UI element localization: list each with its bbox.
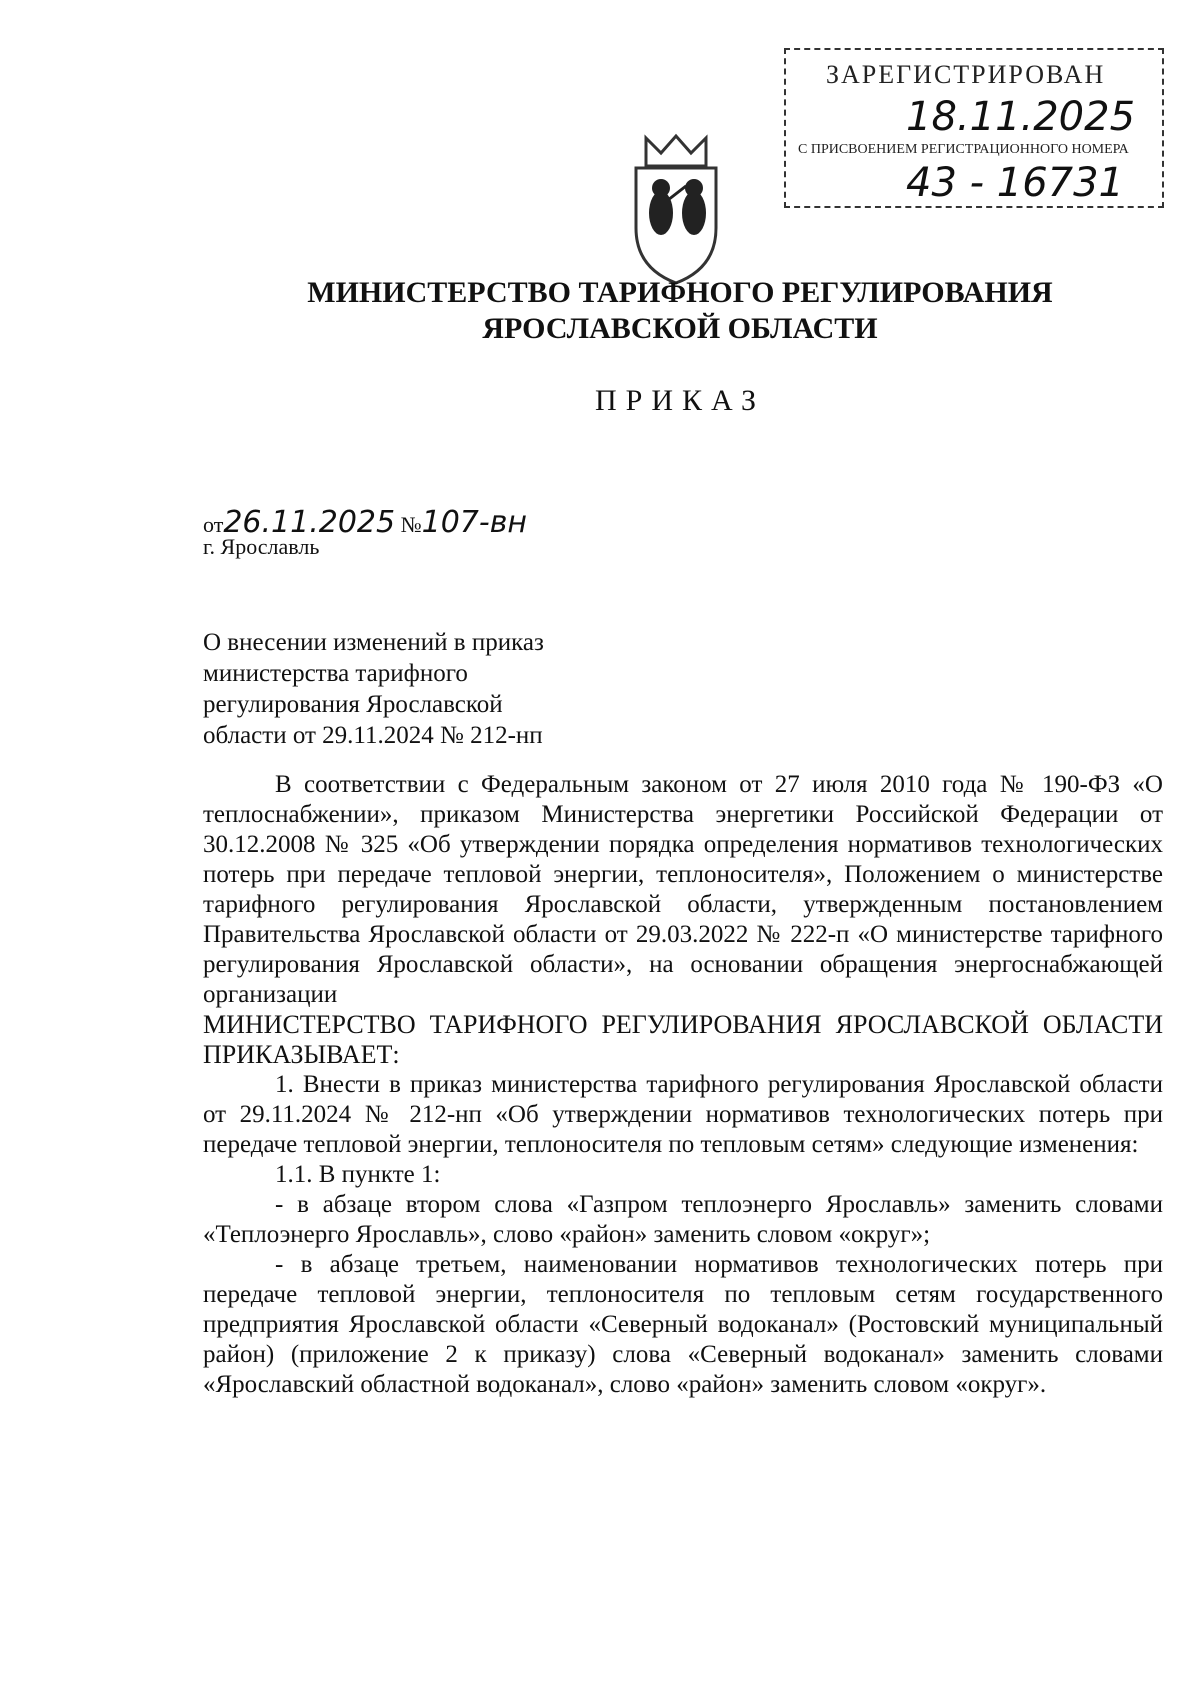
item-paragraph: 1.1. В пункте 1: [275,1161,441,1188]
number-label: № [400,512,422,537]
subject-line: области от 29.11.2024 № 212-нп [203,722,543,749]
order-body [203,770,1163,1400]
date-from-label: от [203,512,224,537]
order-subject [203,627,544,751]
registration-stamp [784,48,1164,208]
stamp-registered-label: ЗАРЕГИСТРИРОВАН [826,60,1106,89]
preamble-paragraph: В соответствии с Федеральным законом от 27 июля 2010 года № 190-ФЗ «О теплоснабжении», приказом Министерства энергетики Российской Федерации от 30.12.2008 № 325 «Об утверждении порядка определения нормативов технологических потерь при передаче тепловой энергии, теплоносителя», Положением о министерстве тарифного регулирования Ярославской области, утвержденным постановлением Правительства Ярославской области от 29.03.2022 № 222-п «О министерстве тарифного регулирования Ярославской области», на основании обращения энергоснабжающей организации [203,771,1163,1008]
ministry-title-line2: ЯРОСЛАВСКОЙ ОБЛАСТИ [482,312,878,345]
item-paragraph: - в абзаце третьем, наименовании нормативов технологических потерь при передаче тепловой энергии, теплоносителя по тепловым сетям государственного предприятия Ярославской области «Северный водоканал» (Ростовский муниципальный район) (приложение 2 к приказу) слова «Северный водоканал» заменить словами «Ярославский областной водоканал», слово «район» заменить словом «округ». [203,1251,1163,1398]
coat-of-arms-icon [606,128,746,288]
stamp-registered-date: 18.11.2025 [906,94,1136,140]
subject-line: О внесении изменений в приказ [203,629,544,656]
document-type: ПРИКАЗ [595,384,765,417]
subject-line: регулирования Ярославской [203,691,503,718]
city: г. Ярославль [203,534,320,559]
order-number: 107-вн [421,505,527,540]
subject-line: министерства тарифного [203,660,468,687]
order-date: 26.11.2025 [223,505,396,540]
ministry-title-line1: МИНИСТЕРСТВО ТАРИФНОГО РЕГУЛИРОВАНИЯ [307,276,1053,309]
orders-paragraph: МИНИСТЕРСТВО ТАРИФНОГО РЕГУЛИРОВАНИЯ ЯРОСЛАВСКОЙ ОБЛАСТИ ПРИКАЗЫВАЕТ: [203,1010,1163,1069]
item-paragraph: - в абзаце втором слова «Газпром теплоэнерго Ярославль» заменить словами «Теплоэнерго Ярославль», слово «район» заменить словом «округ»; [203,1191,1163,1248]
item-paragraph: 1. Внести в приказ министерства тарифного регулирования Ярославской области от 29.11.2024 № 212-нп «Об утверждении нормативов технологических потерь при передаче тепловой энергии, теплоносителя по тепловым сетям» следующие изменения: [203,1071,1163,1158]
stamp-assignment-label: С ПРИСВОЕНИЕМ РЕГИСТРАЦИОННОГО НОМЕРА [798,142,1129,157]
stamp-registration-number: 43 - 16731 [906,160,1125,206]
